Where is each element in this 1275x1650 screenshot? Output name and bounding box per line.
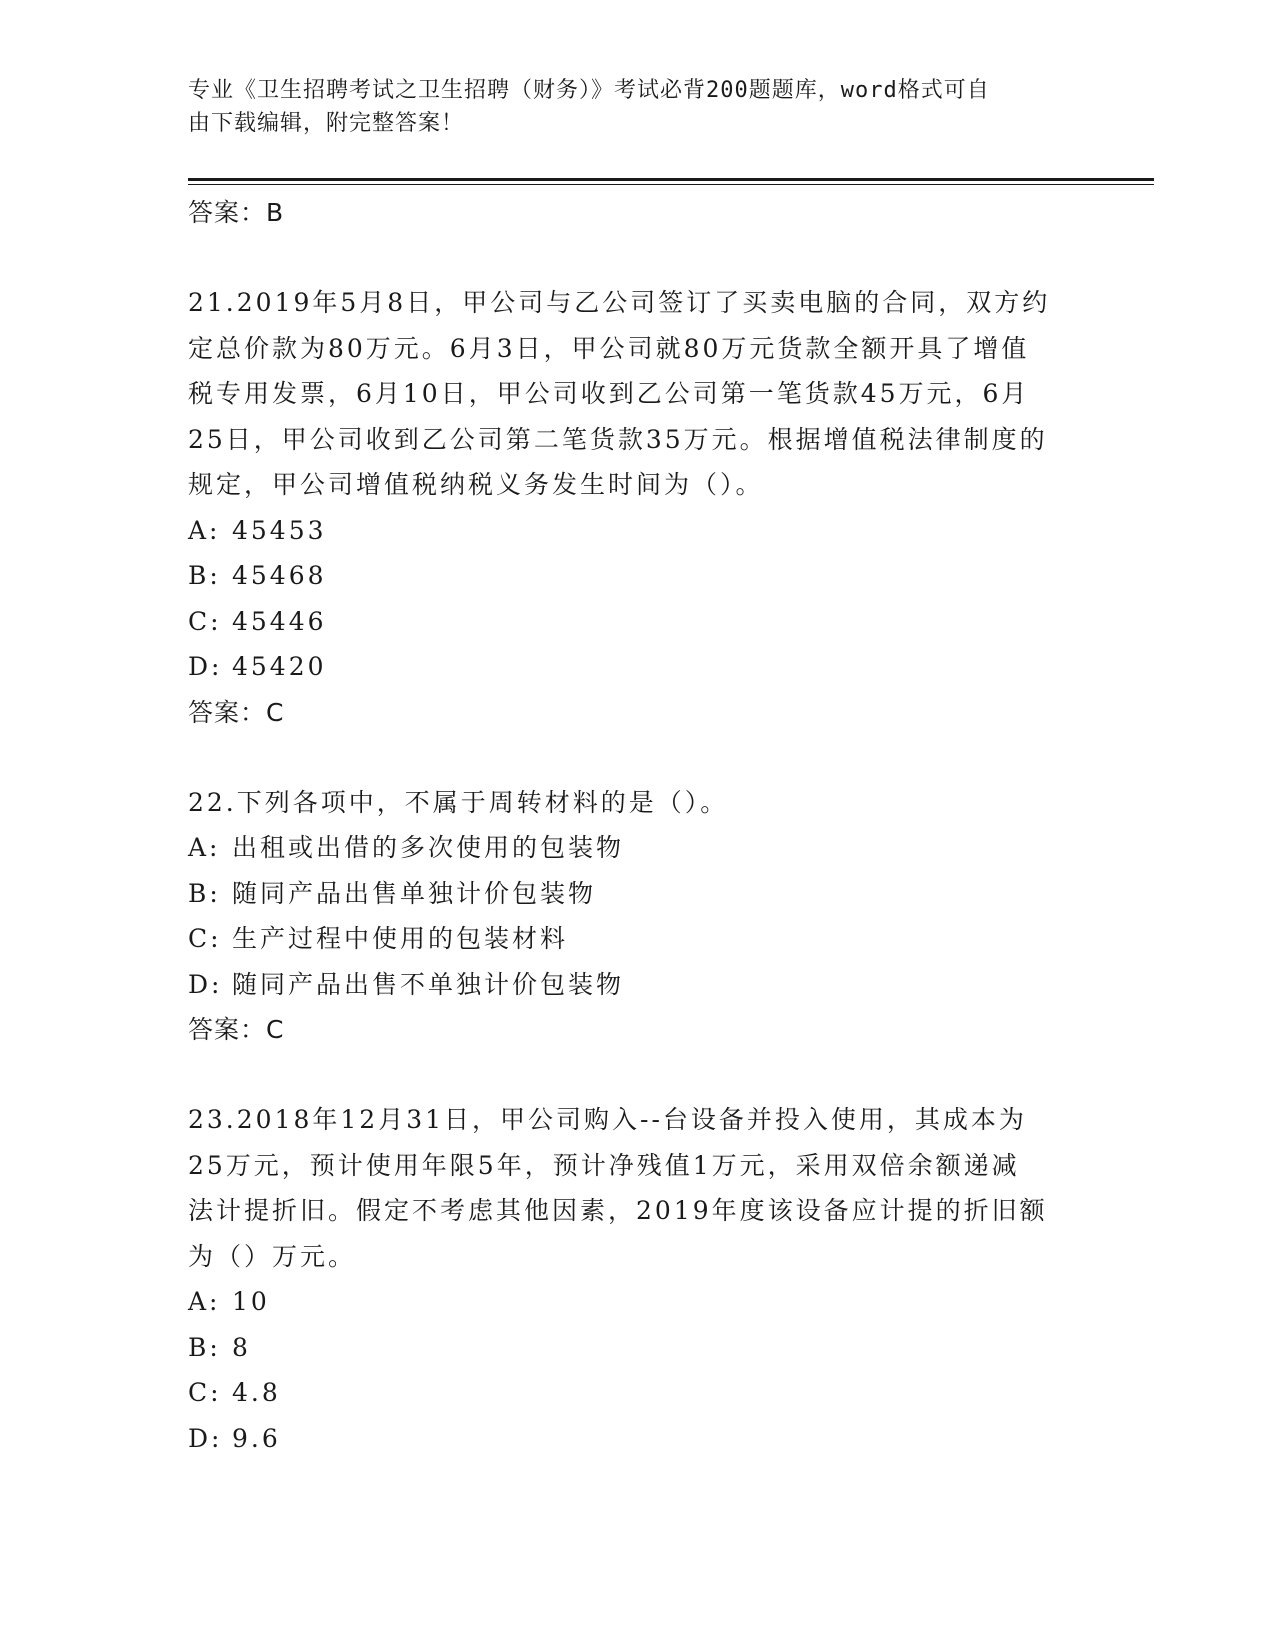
stem-line: 25万元，预计使用年限5年，预计净残值1万元，采用双倍余额递减 [188, 1150, 1020, 1180]
option-key: A: [188, 833, 221, 862]
stem-line: 23.2018年12月31日，甲公司购入--台设备并投入使用，其成本为 [188, 1105, 1027, 1134]
question-stem [188, 780, 1088, 826]
option-text: 9.6 [232, 1423, 281, 1453]
spacer [188, 736, 1088, 780]
spacer [188, 1053, 1088, 1097]
option-d [188, 1416, 1088, 1462]
option-a [188, 508, 1088, 554]
option-a [188, 825, 1088, 871]
header-divider-thin [188, 184, 1154, 185]
stem-line: 法计提折旧。假定不考虑其他因素，2019年度该设备应计提的折旧额 [188, 1196, 1048, 1225]
option-text: 45446 [232, 606, 327, 636]
option-key: C: [188, 1378, 222, 1407]
stem-line: 规定，甲公司增值税纳税义务发生时间为（）。 [188, 470, 764, 499]
stem-line: 21.2019年5月8日，甲公司与乙公司签订了买卖电脑的合同，双方约 [188, 288, 1051, 317]
question-stem [188, 1097, 1088, 1279]
question-list [188, 190, 1088, 1461]
option-text: 8 [232, 1332, 251, 1362]
question-23 [188, 1097, 1088, 1461]
question-21 [188, 280, 1088, 736]
option-b [188, 1325, 1088, 1371]
option-text: 45420 [232, 652, 327, 681]
option-key: D: [188, 1423, 223, 1453]
header-line-1: 专业《卫生招聘考试之卫生招聘（财务）》考试必背200题题库，word格式可自 [188, 78, 990, 103]
stem-line: 为（）万元。 [188, 1241, 357, 1271]
stem-line: 25日，甲公司收到乙公司第二笔货款35万元。根据增值税法律制度的 [188, 424, 1048, 454]
question-stem [188, 280, 1088, 508]
option-d [188, 644, 1088, 690]
option-key: D: [188, 969, 223, 999]
option-text: 4.8 [232, 1378, 281, 1407]
option-text: 45453 [232, 515, 327, 545]
option-key: B: [188, 561, 221, 590]
option-key: B: [188, 878, 221, 908]
option-d [188, 962, 1088, 1008]
spacer [188, 236, 1088, 280]
option-text: 生产过程中使用的包装材料 [232, 924, 569, 953]
option-b [188, 553, 1088, 599]
option-text: 随同产品出售单独计价包装物 [232, 878, 597, 908]
option-key: D: [188, 652, 223, 681]
stem-line: 定总价款为80万元。6月3日，甲公司就80万元货款全额开具了增值 [188, 333, 1030, 363]
option-c [188, 916, 1088, 962]
header-line-2: 由下载编辑，附完整答案！ [188, 111, 465, 136]
option-text: 随同产品出售不单独计价包装物 [232, 969, 625, 999]
option-a [188, 1279, 1088, 1325]
option-c [188, 599, 1088, 645]
option-text: 45468 [232, 561, 327, 590]
option-c [188, 1370, 1088, 1416]
option-b [188, 871, 1088, 917]
option-key: B: [188, 1332, 221, 1362]
answer-21: 答案：C [188, 697, 285, 727]
stem-line: 22.下列各项中，不属于周转材料的是（）。 [188, 787, 729, 817]
header-divider-thick [188, 178, 1154, 181]
option-key: C: [188, 606, 222, 636]
question-22 [188, 780, 1088, 1054]
option-text: 10 [232, 1287, 270, 1316]
previous-answer: 答案：B [188, 198, 285, 227]
option-text: 出租或出借的多次使用的包装物 [232, 833, 625, 862]
option-key: C: [188, 924, 222, 953]
option-key: A: [188, 515, 221, 545]
answer-22: 答案：C [188, 1015, 285, 1044]
document-header [188, 74, 1068, 140]
option-key: A: [188, 1287, 221, 1316]
stem-line: 税专用发票，6月10日，甲公司收到乙公司第一笔货款45万元，6月 [188, 379, 1030, 408]
